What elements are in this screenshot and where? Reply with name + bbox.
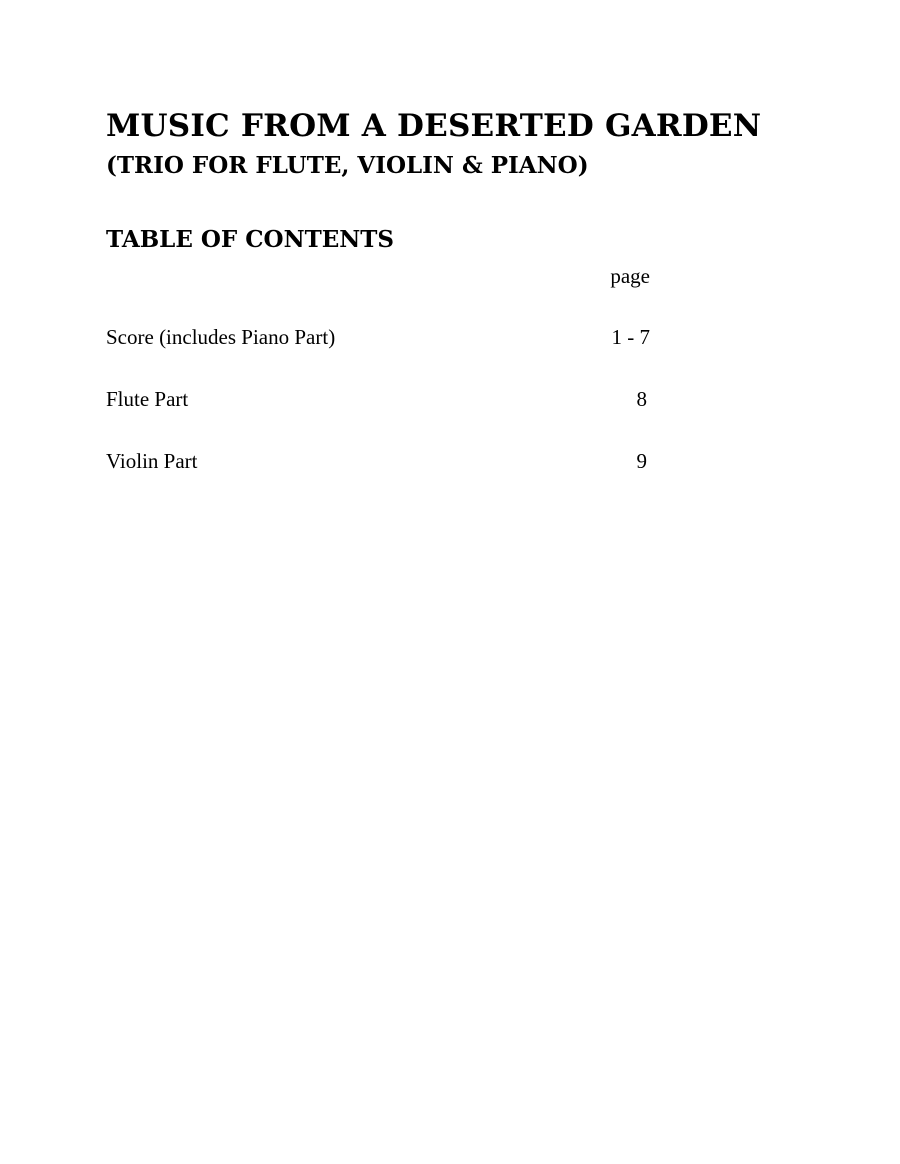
toc-entry-page: 9	[636, 449, 647, 473]
document-subtitle: (TRIO FOR FLUTE, VIOLIN & PIANO)	[106, 152, 589, 179]
toc-entry-page: 1 - 7	[611, 325, 650, 349]
toc-entry-title: Violin Part	[106, 449, 198, 473]
toc-entry-title: Score (includes Piano Part)	[106, 325, 336, 349]
toc-page-column-label: page	[610, 264, 650, 288]
toc-entry	[106, 322, 650, 352]
toc-entry	[106, 446, 650, 476]
toc-entry	[106, 384, 650, 414]
toc-entry-title: Flute Part	[106, 387, 189, 411]
toc-entry-page: 8	[636, 387, 647, 411]
toc-heading: TABLE OF CONTENTS	[106, 226, 394, 253]
document-title: MUSIC FROM A DESERTED GARDEN	[106, 108, 762, 144]
